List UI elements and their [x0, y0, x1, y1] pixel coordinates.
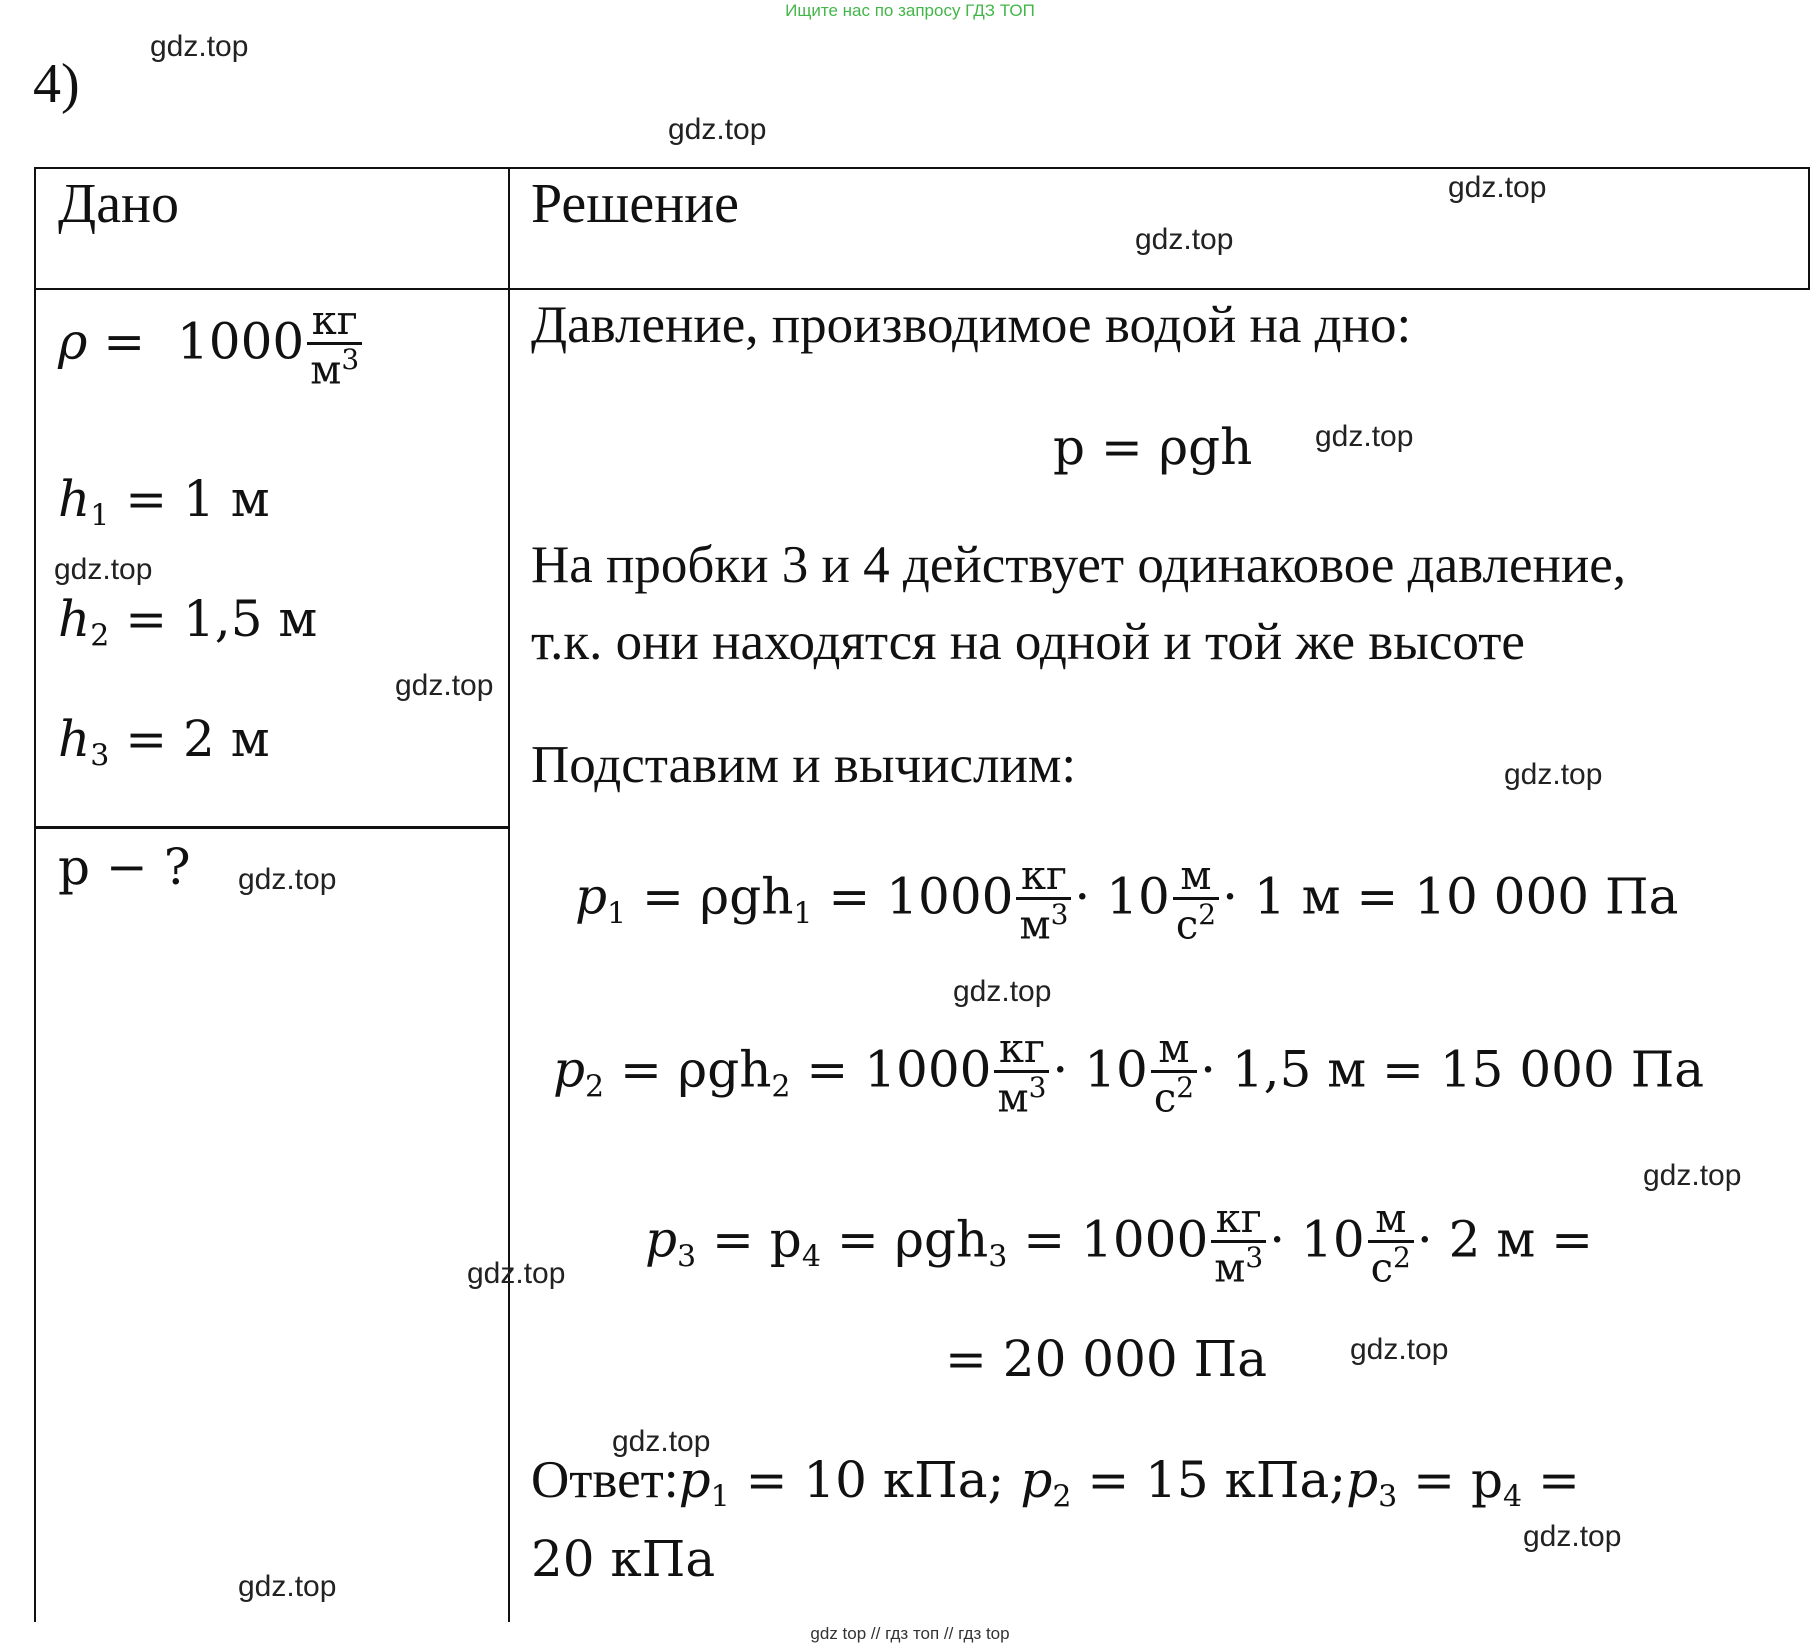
solution-header: Решение	[531, 173, 740, 235]
equation-p3-result: = 20 000 Па	[945, 1330, 1268, 1388]
answer-line-1: $Ответ:p_1 = 10$ кПа; $p_2 = 15$ $кПа;p_3 = p_4$ =	[531, 1451, 1580, 1515]
rho-symbol: ρ	[58, 312, 88, 371]
h2-var: h	[58, 590, 91, 648]
watermark: gdz.top	[1504, 758, 1603, 791]
table-right-border	[1808, 167, 1810, 290]
eq1-gravity-fraction: $\frac{м}{с^2}$	[1173, 855, 1219, 946]
density-unit-numerator: кг	[311, 298, 358, 344]
eq3-density-fraction: $\frac{кг}{м^3}$	[1211, 1198, 1266, 1289]
h1-var: h	[58, 470, 91, 528]
density-unit-fraction	[307, 298, 362, 394]
watermark: gdz.top	[1315, 420, 1414, 453]
watermark: gdz.top	[238, 863, 337, 896]
problem-number: 4)	[33, 53, 80, 115]
pressure-formula: p = ρgh	[1053, 418, 1253, 476]
unknown-quantity: p − ?	[58, 838, 191, 896]
given-header: Дано	[58, 173, 180, 235]
watermark: gdz.top	[953, 975, 1052, 1008]
watermark: gdz.top	[1448, 171, 1547, 204]
top-banner: Ищите нас по запросу ГДЗ ТОП	[785, 1, 1035, 20]
solution-line-3: Подставим и вычислим:	[531, 736, 1077, 794]
h2-rhs: = 1,5 м	[125, 590, 318, 648]
watermark: gdz.top	[612, 1425, 711, 1458]
watermark: gdz.top	[395, 669, 494, 702]
watermark: gdz.top	[150, 30, 249, 63]
table-top-border	[34, 167, 1810, 169]
watermark: gdz.top	[668, 113, 767, 146]
h1-rhs: = 1 м	[125, 470, 270, 528]
given-density: ρ = 1000 $\frac{кг}{м^3}$	[58, 300, 365, 391]
density-value: 1000	[176, 312, 305, 371]
watermark: gdz.top	[1350, 1333, 1449, 1366]
eq2-density-fraction: $\frac{кг}{м^3}$	[994, 1028, 1049, 1119]
watermark: gdz.top	[1135, 223, 1234, 256]
watermark: gdz.top	[54, 553, 153, 586]
density-unit-denominator: $м^3$	[307, 342, 362, 391]
watermark: gdz.top	[238, 1570, 337, 1603]
eq2-gravity-fraction: $\frac{м}{с^2}$	[1151, 1028, 1197, 1119]
footer-banner: gdz top // гдз топ // гдз top	[810, 1624, 1010, 1643]
solution-line-2a: На пробки 3 и 4 действует одинаковое давление,	[531, 536, 1626, 594]
given-h1	[58, 470, 270, 534]
solution-line-2b: т.к. они находятся на одной и той же высоте	[531, 613, 1525, 671]
table-left-border	[34, 167, 36, 1622]
given-h2	[58, 590, 317, 654]
equation-p1: $p_1 = \rho gh_1 = 1000$ $\frac{кг}{м^3}$ · 10 $\frac{м}{с^2}$ · 1 м = 10 000 Па	[575, 853, 1679, 949]
table-header-divider	[34, 288, 1810, 290]
watermark: gdz.top	[1643, 1159, 1742, 1192]
solution-line-1: Давление, производимое водой на дно:	[531, 296, 1412, 354]
watermark: gdz.top	[467, 1257, 566, 1290]
equation-p3-p4: $p_3 = p_4 = \rho gh_3 = 1000$ $\frac{кг}{м^3}$ · 10 $\frac{м}{с^2}$ · 2 м =	[645, 1196, 1594, 1292]
given-unknown-divider	[34, 826, 510, 829]
h1-sub: 1	[90, 498, 110, 534]
h3-sub: 3	[90, 738, 110, 774]
answer-line-2: 20 кПа	[531, 1530, 716, 1588]
h3-rhs: = 2 м	[125, 710, 270, 768]
eq3-gravity-fraction: $\frac{м}{с^2}$	[1368, 1198, 1414, 1289]
h2-sub: 2	[90, 618, 110, 654]
h3-var: h	[58, 710, 91, 768]
given-h3	[58, 710, 270, 774]
eq1-density-fraction: $\frac{кг}{м^3}$	[1016, 855, 1071, 946]
table-column-divider	[508, 167, 510, 1622]
watermark: gdz.top	[1523, 1520, 1622, 1553]
equation-p2: $p_2 = \rho gh_2 = 1000$ $\frac{кг}{м^3}$ · 10 $\frac{м}{с^2}$ · 1,5 м = 15 000 Па	[553, 1026, 1705, 1122]
